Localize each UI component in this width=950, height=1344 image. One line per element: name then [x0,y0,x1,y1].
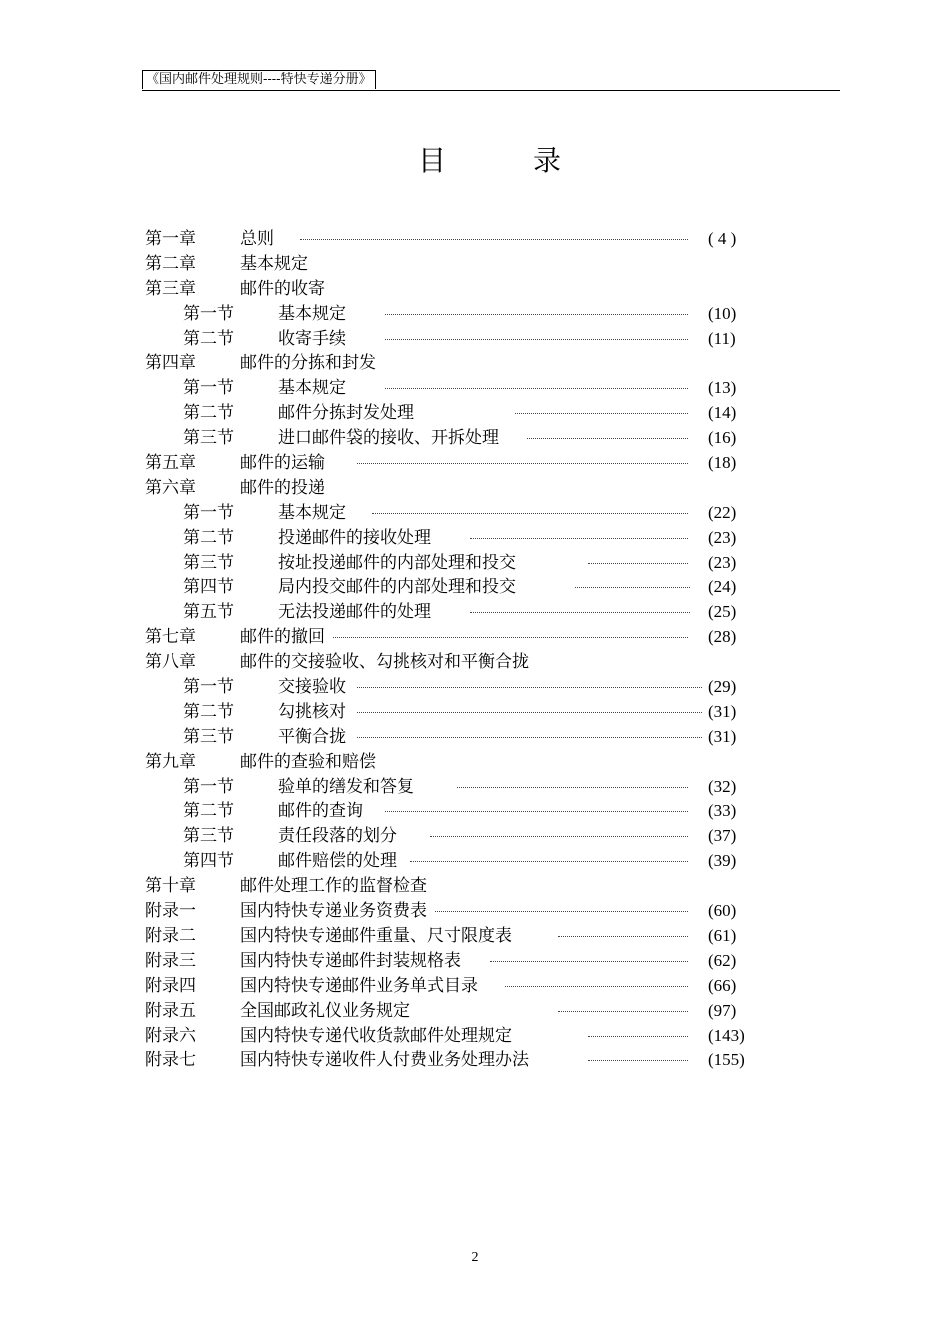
toc-entry-title: 邮件的查验和赔偿 [240,751,376,772]
toc-entry-number: 第一节 [183,303,234,324]
toc-dot-leader [385,314,688,315]
toc-entry-number: 第一节 [183,502,234,523]
toc-entry-number: 第二节 [183,328,234,349]
toc-entry[interactable] [145,750,755,775]
toc-title-part1: 目 [418,144,447,177]
toc-dot-leader [457,787,688,788]
running-header [142,68,840,91]
toc-entry-title: 邮件的交接验收、勾挑核对和平衡合拢 [240,652,529,673]
toc-entry[interactable] [145,775,755,800]
toc-dot-leader [385,388,688,389]
toc-entry[interactable] [145,849,755,874]
toc-entry-page: (28) [708,627,737,647]
toc-entry-page: (62) [708,950,737,970]
toc-entry-page: (31) [708,701,737,721]
toc-entry[interactable] [145,302,755,327]
toc-entry-number: 第四章 [145,353,196,374]
toc-entry-number: 附录一 [145,901,196,922]
toc-dot-leader [505,986,688,987]
toc-entry-number: 第一节 [183,677,234,698]
toc-dot-leader [575,587,690,588]
toc-entry-title: 基本规定 [240,253,308,274]
toc-entry-number: 第二节 [183,527,234,548]
toc-dot-leader [357,463,688,464]
toc-entry-page: (31) [708,726,737,746]
toc-entry-number: 第三节 [183,428,234,449]
toc-entry-page: (16) [708,428,737,448]
toc-entry-number: 第一节 [183,378,234,399]
toc-entry-title: 按址投递邮件的内部处理和投交 [278,552,516,573]
toc-entry[interactable] [145,1024,755,1049]
toc-dot-leader [515,413,688,414]
toc-entry[interactable] [145,501,755,526]
toc-entry-number: 第四节 [183,577,234,598]
toc-entry[interactable] [145,376,755,401]
toc-dot-leader [558,1011,688,1012]
toc-entry-number: 附录二 [145,925,196,946]
toc-entry-page: (14) [708,403,737,423]
toc-entry-page: (32) [708,776,737,796]
toc-entry-page: (23) [708,527,737,547]
toc-entry[interactable] [145,725,755,750]
toc-entry-number: 第三节 [183,826,234,847]
toc-dot-leader [385,811,688,812]
toc-entry-title: 平衡合拢 [278,726,346,747]
toc-entry-number: 第十章 [145,876,196,897]
toc-entry-title: 总则 [240,229,274,249]
toc-entry-number: 第八章 [145,652,196,673]
toc-entry-title: 勾挑核对 [278,701,346,722]
toc-entry-title: 基本规定 [278,502,346,523]
toc-entry-title: 邮件的查询 [278,801,363,822]
header-title: 《国内邮件处理规则----特快专递分册》 [142,70,376,89]
toc-entry-page: (24) [708,577,737,597]
toc-entry-title: 国内特快专递业务资费表 [240,901,427,922]
toc-dot-leader [490,961,688,962]
toc-entry-title: 国内特快专递代收货款邮件处理规定 [240,1025,512,1046]
toc-entry-page: (60) [708,901,737,921]
toc-entry[interactable] [145,824,755,849]
toc-entry[interactable] [145,327,755,352]
toc-entry-number: 第二节 [183,801,234,822]
toc-entry-page: (10) [708,303,737,323]
toc-dot-leader [300,239,688,240]
toc-entry[interactable] [145,675,755,700]
toc-entry-page: (37) [708,826,737,846]
toc-entry-title: 邮件的收寄 [240,278,325,299]
toc-entry-page: (25) [708,602,737,622]
toc-entry-title: 基本规定 [278,378,346,399]
toc-entry-number: 第五章 [145,453,196,474]
toc-dot-leader [470,612,690,613]
toc-entry[interactable] [145,1048,755,1073]
toc-dot-leader [372,513,688,514]
toc-entry-number: 第六章 [145,477,196,498]
toc-entry-title: 国内特快专递邮件业务单式目录 [240,975,478,996]
toc-entry[interactable] [145,700,755,725]
toc-entry[interactable] [145,650,755,675]
toc-dot-leader [588,563,688,564]
toc-entry-number: 第二节 [183,403,234,424]
toc-entry[interactable] [145,351,755,376]
toc-dot-leader [435,911,688,912]
toc-entry-number: 第三章 [145,278,196,299]
toc-entry-title: 基本规定 [278,303,346,324]
page-number: 2 [471,1250,479,1265]
toc-title-part2: 录 [533,144,562,177]
toc-entry[interactable] [145,625,755,650]
toc-entry-title: 邮件赔偿的处理 [278,851,397,872]
toc-entry[interactable] [145,575,755,600]
toc-dot-leader [588,1060,688,1061]
toc-entry[interactable] [145,899,755,924]
toc-dot-leader [385,339,688,340]
toc-entry-page: ( 4 ) [708,229,737,248]
toc-entry-page: (29) [708,677,737,697]
toc-entry[interactable] [145,874,755,899]
toc-entry-page: (22) [708,502,737,522]
toc-entry-title: 投递邮件的接收处理 [278,527,431,548]
toc-entry[interactable] [145,252,755,277]
toc-entry[interactable] [145,476,755,501]
toc-entry[interactable] [145,949,755,974]
toc-entry-page: (13) [708,378,737,398]
toc-entry[interactable] [145,227,755,252]
toc-entry-number: 第二节 [183,701,234,722]
toc-entry-number: 第五节 [183,602,234,623]
toc-entry[interactable] [145,551,755,576]
toc-entry-title: 邮件的分拣和封发 [240,353,376,374]
toc-entry-page: (23) [708,552,737,572]
toc-dot-leader [357,712,702,713]
toc-entry-number: 第三节 [183,552,234,573]
toc-entry[interactable] [145,451,755,476]
toc-entry-title: 责任段落的划分 [278,826,397,847]
toc-entry-title: 无法投递邮件的处理 [278,602,431,623]
toc-entry-number: 附录五 [145,1000,196,1021]
toc-entry-number: 第一节 [183,776,234,797]
toc-entry-number: 第九章 [145,751,196,772]
toc-dot-leader [333,637,688,638]
toc-dot-leader [410,861,688,862]
toc-entry-page: (66) [708,975,737,995]
toc-entry-page: (61) [708,925,737,945]
toc-entry[interactable] [145,924,755,949]
toc-entry[interactable] [145,600,755,625]
toc-entry-title: 国内特快专递收件人付费业务处理办法 [240,1050,529,1071]
toc-dot-leader [357,737,702,738]
toc-entry-number: 附录七 [145,1050,196,1071]
toc-entry[interactable] [145,277,755,302]
toc-dot-leader [558,936,688,937]
toc-entry-title: 验单的缮发和答复 [278,776,414,797]
toc-entry-number: 第二章 [145,253,196,274]
toc-dot-leader [430,836,688,837]
toc-entry[interactable] [145,526,755,551]
toc-entry-page: (39) [708,851,737,871]
toc-entry-number: 第三节 [183,726,234,747]
toc-entry-title: 交接验收 [278,677,346,698]
toc-entry-title: 邮件的撤回 [240,627,325,648]
toc-entry-page: (33) [708,801,737,821]
toc-entry-page: (97) [708,1000,737,1020]
toc-entry-title: 局内投交邮件的内部处理和投交 [278,577,516,598]
toc-entry-title: 进口邮件袋的接收、开拆处理 [278,428,499,449]
toc-entry-number: 第一章 [145,229,196,249]
toc-entry-page: (155) [708,1050,745,1070]
table-of-contents [145,227,755,1073]
toc-entry-page: (143) [708,1025,745,1045]
toc-entry[interactable] [145,974,755,999]
toc-entry-title: 全国邮政礼仪业务规定 [240,1000,410,1021]
toc-entry-page: (11) [708,328,736,348]
toc-entry-number: 附录六 [145,1025,196,1046]
toc-dot-leader [588,1036,688,1037]
toc-entry-page: (18) [708,453,737,473]
toc-entry-title: 收寄手续 [278,328,346,349]
toc-dot-leader [527,438,688,439]
toc-entry[interactable] [145,999,755,1024]
toc-entry[interactable] [145,799,755,824]
toc-entry-title: 国内特快专递邮件封装规格表 [240,950,461,971]
toc-entry-number: 附录四 [145,975,196,996]
toc-entry-title: 国内特快专递邮件重量、尺寸限度表 [240,925,512,946]
toc-entry-title: 邮件处理工作的监督检查 [240,876,427,897]
toc-entry-number: 附录三 [145,950,196,971]
toc-entry-title: 邮件的运输 [240,453,325,474]
toc-entry-number: 第四节 [183,851,234,872]
toc-entry-title: 邮件分拣封发处理 [278,403,414,424]
toc-entry[interactable] [145,426,755,451]
toc-entry-number: 第七章 [145,627,196,648]
toc-dot-leader [470,538,688,539]
toc-dot-leader [357,687,702,688]
toc-entry[interactable] [145,401,755,426]
toc-entry-title: 邮件的投递 [240,477,325,498]
